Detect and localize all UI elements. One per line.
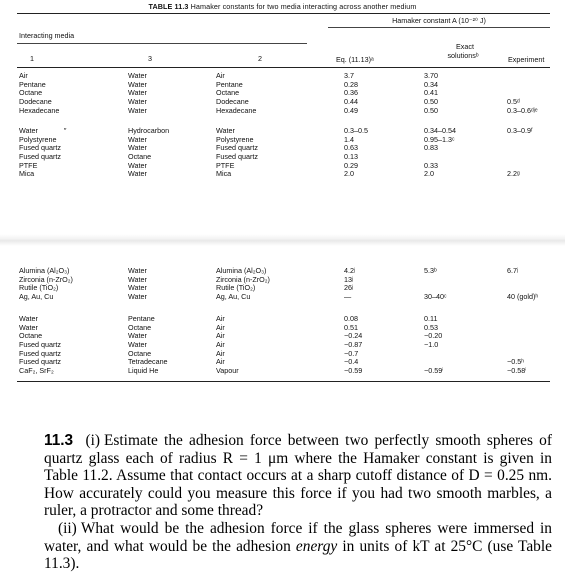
table-cell: −1.0 bbox=[424, 339, 439, 349]
table-top-rule bbox=[17, 13, 550, 14]
table-cell: 2.0 bbox=[424, 169, 434, 179]
table-cell: 0.53 bbox=[424, 322, 438, 332]
table-cell: Air bbox=[216, 339, 225, 349]
table-cell: Polystyrene bbox=[216, 134, 254, 144]
block3-medium1 bbox=[19, 267, 73, 302]
table-cell: Water bbox=[128, 339, 147, 349]
table-cell: Fused quartz bbox=[19, 339, 61, 349]
table-cell: Water ″ bbox=[19, 126, 67, 135]
table-cell: Air bbox=[216, 71, 225, 80]
table-cell: Water bbox=[128, 71, 147, 80]
table-cell bbox=[507, 341, 526, 350]
part-i-text: Estimate the adhesion force between two perfectly smooth spheres of quartz glass each of radius R = 1 μm where the Hamaker constant is given in Table 11.2. Assume that contact occurs at a sharp cutoff distance of D = 0.25 nm. How accurately could you measure this force if you had two smooth marbles, a ruler, a protractor and some thread? bbox=[44, 432, 552, 520]
table-cell bbox=[507, 72, 538, 81]
table-cell: Octane bbox=[216, 88, 240, 98]
table-cell: 0.50 bbox=[424, 105, 438, 115]
block4-experiment bbox=[507, 315, 526, 375]
table-cell: Hexadecane bbox=[19, 105, 60, 115]
table-cell: Dodecane bbox=[216, 96, 249, 106]
table-cell: −0.5ʰ bbox=[507, 357, 524, 367]
block1-experiment bbox=[507, 72, 538, 115]
table-cell: Water bbox=[216, 126, 235, 135]
table-cell: 3.7 bbox=[344, 71, 354, 80]
table-cell: Water bbox=[128, 169, 147, 179]
table-cell: Fused quartz bbox=[19, 348, 61, 358]
block2-experiment bbox=[507, 127, 533, 179]
table-cell bbox=[507, 324, 526, 333]
table-cell: −0.7 bbox=[344, 348, 359, 358]
table-cell: Water bbox=[19, 314, 38, 323]
table-cell: Alumina (Al₂O₃) bbox=[19, 266, 70, 275]
block2-eq bbox=[344, 127, 368, 179]
table-cell: 3.70 bbox=[424, 71, 438, 80]
table-cell: CaF₂, SrF₂ bbox=[19, 365, 54, 375]
block1-medium3 bbox=[128, 72, 147, 115]
table-cell: Water bbox=[128, 331, 147, 341]
block3-eq bbox=[344, 267, 355, 302]
col1-header: 1 bbox=[30, 54, 34, 63]
problem-11-3 bbox=[44, 432, 552, 573]
hamaker-group-header: Hamaker constant A (10⁻²⁰ J) bbox=[392, 16, 486, 25]
block4-medium3 bbox=[128, 315, 168, 375]
table-cell bbox=[507, 136, 533, 145]
table-cell: Polystyrene bbox=[19, 134, 57, 144]
table-cell: Octane bbox=[19, 331, 43, 341]
table-cell: Tetradecane bbox=[128, 357, 168, 367]
block1-medium1 bbox=[19, 72, 59, 115]
table-cell bbox=[507, 332, 526, 341]
page-fold-gap bbox=[0, 234, 565, 246]
block1-eq bbox=[344, 72, 358, 115]
table-cell: Air bbox=[19, 71, 28, 80]
block3-exact bbox=[424, 267, 447, 302]
table-cell: Water bbox=[128, 134, 147, 144]
block3-medium2 bbox=[216, 267, 270, 302]
problem-part-ii bbox=[44, 520, 552, 573]
table-cell: 40 (gold)ʰ bbox=[507, 291, 539, 301]
experiment-header: Experiment bbox=[508, 55, 545, 64]
block1-exact bbox=[424, 72, 438, 115]
table-cell: Alumina (Al₂O₃) bbox=[216, 266, 267, 275]
part-ii-emphasis: energy bbox=[295, 537, 338, 555]
table-cell: 0.36 bbox=[344, 88, 358, 98]
table-cell: Fused quartz bbox=[216, 151, 258, 161]
table-cell: 0.34 bbox=[424, 79, 438, 89]
table-cell: 0.51 bbox=[344, 322, 358, 332]
table-cell: Hydrocarbon bbox=[128, 126, 170, 135]
table-cell bbox=[507, 144, 533, 153]
table-cell: Water bbox=[128, 291, 147, 301]
table-cell: 1.4 bbox=[344, 134, 354, 144]
table-cell: 0.3–0.6ᵈʲᵉ bbox=[507, 105, 538, 115]
table-cell: Water bbox=[128, 160, 147, 170]
table-cell: 0.13 bbox=[344, 151, 358, 161]
table-cell: 0.44 bbox=[344, 96, 358, 106]
table-cell: 0.34–0.54 bbox=[424, 126, 456, 135]
table-cell bbox=[424, 350, 443, 359]
table-cell: Pentane bbox=[19, 79, 46, 89]
table-cell: Rutile (TiO₂) bbox=[19, 283, 59, 293]
stray-mark: ″ bbox=[63, 126, 67, 135]
table-cell: −0.24 bbox=[344, 331, 363, 341]
group-underline bbox=[328, 27, 550, 28]
table-cell: Fused quartz bbox=[19, 151, 61, 161]
block3-experiment bbox=[507, 267, 538, 302]
table-cell: Zirconia (n-ZrO₂) bbox=[19, 274, 73, 284]
table-cell: Water bbox=[128, 96, 147, 106]
block4-medium2 bbox=[216, 315, 239, 375]
block4-medium1 bbox=[19, 315, 61, 375]
table-cell: Dodecane bbox=[19, 96, 52, 106]
table-cell: 6.7ʲ bbox=[507, 266, 519, 275]
part-ii-label: (ii) bbox=[58, 519, 77, 537]
table-cell: 0.63 bbox=[344, 143, 358, 153]
table-cell: Mica bbox=[216, 169, 232, 179]
table-cell: 0.29 bbox=[344, 160, 358, 170]
table-cell: −0.4 bbox=[344, 357, 359, 367]
table-cell: 5.3ᵇ bbox=[424, 266, 437, 275]
part-ii-text-a: What would be the adhesion force if the glass spheres were immersed in water, and what would be the adhesion bbox=[44, 519, 552, 555]
table-cell bbox=[507, 276, 538, 285]
media-underline bbox=[17, 43, 307, 44]
table-cell: 0.33 bbox=[424, 160, 438, 170]
table-caption bbox=[0, 2, 565, 11]
table-cell bbox=[507, 81, 538, 90]
table-cell: Water bbox=[128, 88, 147, 98]
table-cell: Rutile (TiO₂) bbox=[216, 283, 256, 293]
table-cell: Water bbox=[19, 322, 38, 332]
table-cell: Fused quartz bbox=[216, 143, 258, 153]
col2-header: 2 bbox=[258, 54, 262, 63]
block2-medium2 bbox=[216, 127, 258, 179]
table-cell: Air bbox=[216, 331, 225, 341]
table-cell: Octane bbox=[128, 151, 152, 161]
table-title: Hamaker constants for two media interacting across another medium bbox=[190, 2, 417, 11]
table-cell: Pentane bbox=[216, 79, 243, 89]
table-bottom-rule bbox=[17, 381, 550, 382]
table-cell: 0.41 bbox=[424, 88, 438, 98]
part-ii-text-b: in units of kT at 25°C (use Table 11.3). bbox=[44, 537, 552, 573]
table-cell: 0.83 bbox=[424, 143, 438, 153]
table-cell: 0.95–1.3ᶜ bbox=[424, 134, 455, 144]
table-cell: Mica bbox=[19, 169, 35, 179]
block1-medium2 bbox=[216, 72, 256, 115]
table-cell: 0.3–0.5 bbox=[344, 126, 368, 135]
table-cell: Liquid He bbox=[128, 365, 159, 375]
table-cell: Ag, Au, Cu bbox=[216, 291, 251, 301]
col3-header: 3 bbox=[148, 54, 152, 63]
table-cell bbox=[424, 276, 447, 285]
table-cell: Vapour bbox=[216, 365, 239, 375]
table-cell: Fused quartz bbox=[19, 143, 61, 153]
table-label: TABLE 11.3 bbox=[148, 2, 189, 11]
header-bottom-rule bbox=[17, 67, 550, 68]
table-cell: Fused quartz bbox=[19, 357, 61, 367]
table-cell: PTFE bbox=[216, 160, 235, 170]
table-cell: −0.87 bbox=[344, 339, 363, 349]
table-cell bbox=[507, 315, 526, 324]
table-cell: Octane bbox=[19, 88, 43, 98]
block2-medium1 bbox=[19, 127, 66, 179]
table-cell: — bbox=[344, 291, 352, 301]
block4-exact bbox=[424, 315, 443, 375]
table-cell: 2.0 bbox=[344, 169, 354, 179]
part-i-label: (i) bbox=[85, 432, 101, 449]
table-cell: Air bbox=[216, 322, 225, 332]
table-cell: Hexadecane bbox=[216, 105, 257, 115]
table-cell: 0.49 bbox=[344, 105, 358, 115]
table-cell: 30–40ᶜ bbox=[424, 291, 447, 301]
table-cell: 13ʲ bbox=[344, 274, 354, 284]
table-cell: Octane bbox=[128, 348, 152, 358]
table-cell: 0.3–0.9ᶠ bbox=[507, 126, 533, 135]
table-cell: −0.58ⁱ bbox=[507, 365, 527, 375]
table-cell: Pentane bbox=[128, 314, 155, 323]
exact-header-line1: Exact bbox=[456, 42, 474, 51]
table-cell: Zirconia (n-ZrO₂) bbox=[216, 274, 270, 284]
table-cell: 0.5ᵈ bbox=[507, 96, 520, 106]
table-cell: 0.08 bbox=[344, 314, 358, 323]
problem-part-i bbox=[44, 432, 552, 520]
table-cell: Water bbox=[128, 283, 147, 293]
problem-number: 11.3 bbox=[44, 432, 74, 449]
block2-exact bbox=[424, 127, 456, 179]
table-cell: Water bbox=[128, 274, 147, 284]
table-cell: Water bbox=[128, 105, 147, 115]
table-cell: Water bbox=[128, 143, 147, 153]
table-cell: Ag, Au, Cu bbox=[19, 291, 54, 301]
table-cell: Octane bbox=[128, 322, 152, 332]
table-cell: Air bbox=[216, 314, 225, 323]
table-cell: Air bbox=[216, 357, 225, 367]
table-cell: −0.59 bbox=[344, 365, 363, 375]
table-cell bbox=[507, 153, 533, 162]
interacting-media-header: Interacting media bbox=[19, 31, 75, 40]
exact-header-line2: solutionsᵇ bbox=[447, 51, 479, 60]
table-cell: 26ʲ bbox=[344, 283, 354, 293]
table-cell: Water bbox=[128, 79, 147, 89]
table-cell: −0.59ⁱ bbox=[424, 365, 444, 375]
table-cell: 0.11 bbox=[424, 314, 438, 323]
block3-medium3 bbox=[128, 267, 147, 302]
block2-medium3 bbox=[128, 127, 169, 179]
eq-header: Eq. (11.13)ᵃ bbox=[336, 55, 374, 64]
table-cell: Air bbox=[216, 348, 225, 358]
table-cell: −0.20 bbox=[424, 331, 443, 341]
block4-eq bbox=[344, 315, 362, 375]
table-cell: PTFE bbox=[19, 160, 38, 170]
table-cell: 4.2ʲ bbox=[344, 266, 356, 275]
table-cell: Water bbox=[128, 266, 147, 275]
table-cell: 0.28 bbox=[344, 79, 358, 89]
table-cell: 0.50 bbox=[424, 96, 438, 106]
table-cell: 2.2ᵍ bbox=[507, 169, 520, 179]
